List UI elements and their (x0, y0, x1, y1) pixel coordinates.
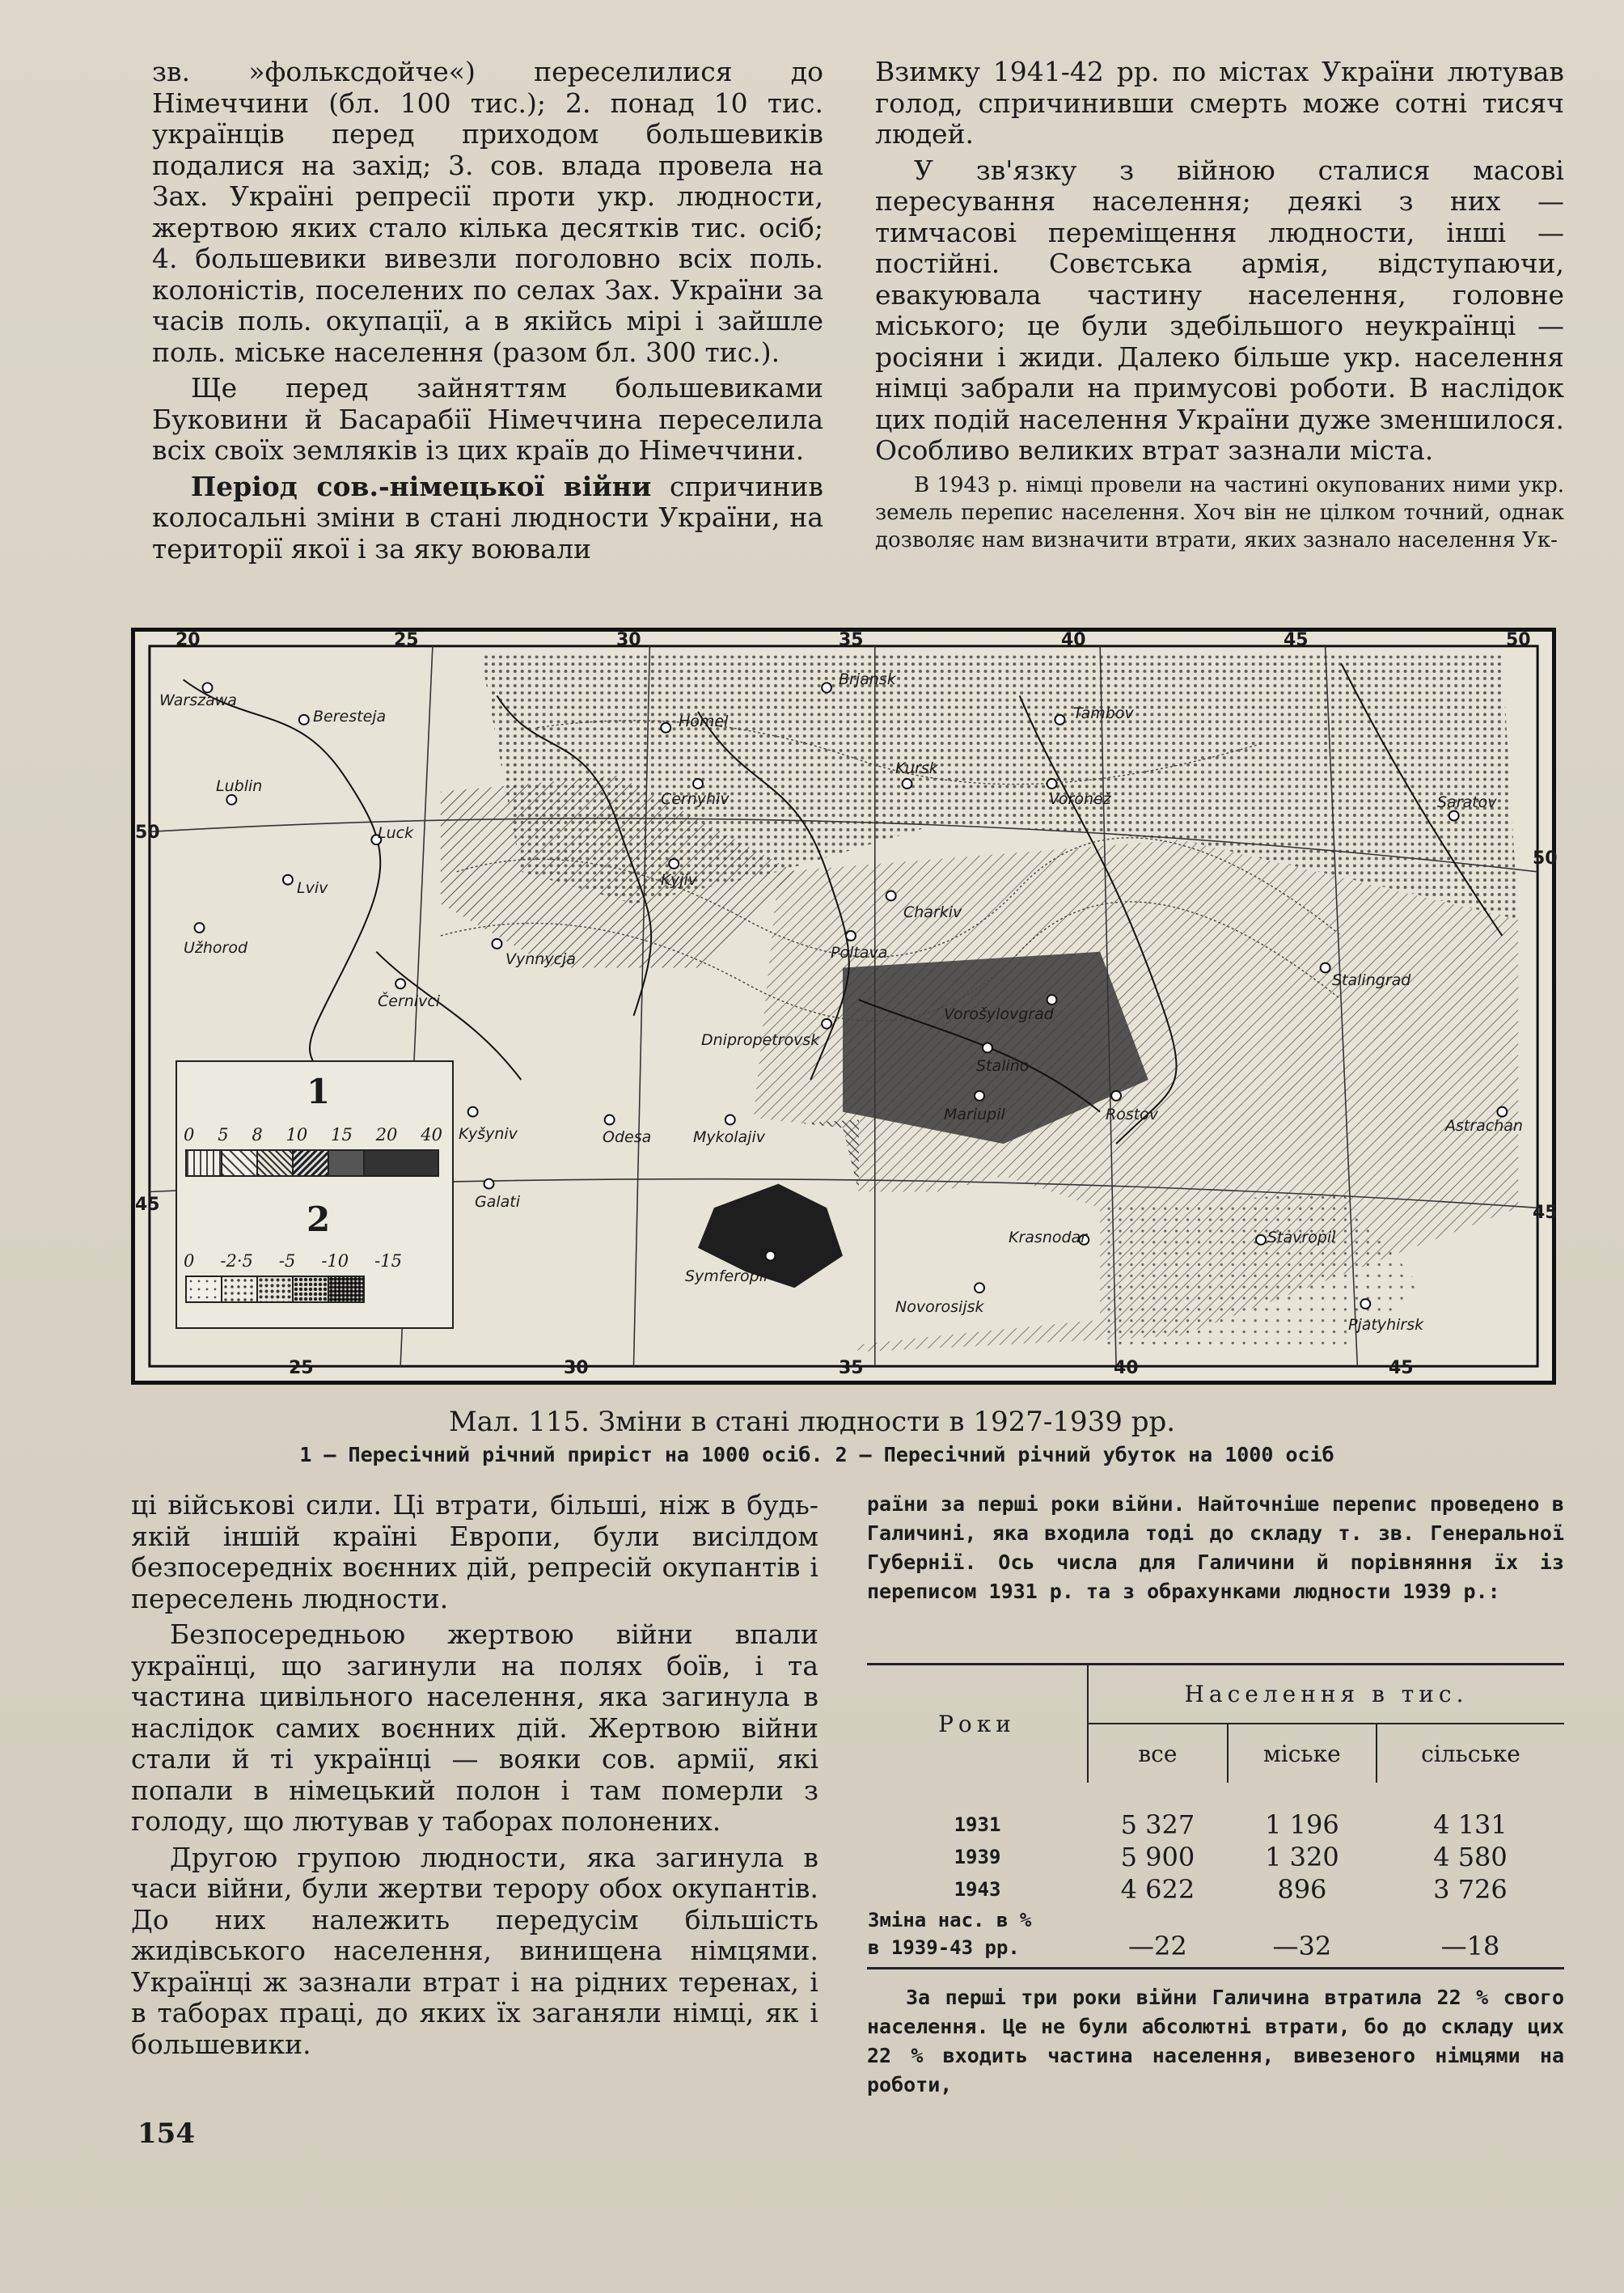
city-label: Kursk (895, 759, 938, 777)
longitude-label: 25 (289, 1358, 314, 1378)
latitude-label: 45 (1533, 1203, 1558, 1223)
longitude-label: 50 (1506, 630, 1531, 650)
legend-swatch (185, 1149, 222, 1177)
city-label: Symferopil (685, 1267, 768, 1285)
city-label: Mykolajiv (693, 1128, 765, 1146)
longitude-label: 35 (839, 1358, 864, 1378)
legend-tick: 15 (331, 1125, 353, 1144)
cell-change-rural: —18 (1440, 1931, 1500, 1961)
legend-tick: 0 (184, 1125, 195, 1144)
paragraph: ці військові сили. Ці втрати, більші, ніж в будь-якій іншій країні Европи, були висілдом безпосередніх воєнних дій, репресій окупантів і переселень людности. (131, 1489, 818, 1614)
legend-tick: 8 (252, 1125, 263, 1144)
legend-tick: -15 (374, 1251, 402, 1271)
city-label: Rostov (1106, 1106, 1159, 1123)
cell-change-all: —22 (1128, 1931, 1187, 1961)
header-rural: сільське (1421, 1740, 1520, 1767)
cell-urban: 1 196 (1265, 1809, 1339, 1840)
city-label: Brjansk (839, 671, 896, 688)
legend-swatch (328, 1149, 365, 1177)
paragraph-text: спричинив колосальні зміни в стані людности України, на території якої і за яку воювали (152, 470, 823, 565)
latitude-label: 50 (1533, 848, 1558, 869)
city-label: Stalino (976, 1057, 1030, 1075)
city-label: Lviv (297, 879, 328, 897)
longitude-label: 25 (394, 630, 419, 650)
header-urban: міське (1228, 1724, 1377, 1783)
city-label: Saratov (1437, 793, 1497, 811)
city-label: Pjatyhirsk (1348, 1316, 1424, 1334)
city-label: Vorošylovgrad (944, 1005, 1054, 1023)
longitude-label: 40 (1061, 630, 1086, 650)
figure-legend-caption: 1 — Пересічний річний приріст на 1000 осіб. 2 — Пересічний річний убуток на 1000 осіб (299, 1443, 1334, 1466)
population-change-map (131, 628, 1556, 1385)
left-column-top (152, 57, 823, 569)
cell-year: 1931 (954, 1813, 1001, 1836)
legend-swatch (363, 1149, 439, 1177)
cell-change-label (867, 1906, 1088, 1962)
city-label: Poltava (831, 944, 888, 962)
paragraph: Другою групою людности, яка загинула в часи війни, були жертви терору обох окупантів. До них належить передусім більшість жидівського населення, винищена німцями. Українці ж зазнали втрат і на рідних теренах, і в таборах праці, до яких їх заганяли німці, як і большевики. (131, 1841, 818, 2060)
table-row-change (867, 1906, 1564, 1962)
city-label: Astrachan (1445, 1117, 1523, 1135)
city-label: Novorosijsk (895, 1298, 984, 1316)
right-column-top (875, 57, 1564, 559)
cell-urban: 1 320 (1265, 1842, 1339, 1872)
city-label: Černivci (378, 992, 441, 1010)
city-label: Beresteja (313, 708, 387, 726)
paragraph: У зв'язку з війною сталися масові пересування населення; деякі з них — тимчасові переміщення людности, інші — постійні. Совєтська армія, відступаючи, евакуювала частину населення, головне міського; це були здебільшого неукраїнці — росіяни і жиди. Далеко більше укр. населення німці забрали на примусові роботи. В наслідок цих подій населення України дуже зменшилося. Особливо великих втрат зазнали міста. (875, 154, 1564, 466)
paragraph (152, 472, 823, 565)
latitude-label: 50 (135, 823, 160, 843)
change-label-line: в 1939-43 рр. (868, 1936, 1020, 1959)
longitude-label: 30 (616, 630, 641, 650)
header-population-group: Населення в тис. (1088, 1665, 1564, 1724)
paragraph-small: В 1943 р. німці провели на частині окупованих ними укр. земель перепис населення. Хоч він не цілком точний, однак дозволяє нам визначити втрати, яких зазнало населення Ук- (875, 472, 1564, 552)
city-label: Kyšyniv (459, 1125, 518, 1143)
city-label: Odesa (603, 1128, 652, 1146)
cell-urban: 896 (1277, 1874, 1327, 1905)
city-label: Užhorod (184, 939, 248, 957)
legend-number: 1 (307, 1072, 331, 1111)
paragraph: зв. »фольксдойче«) переселилися до Німеччини (бл. 100 тис.); 2. понад 10 тис. українців перед приходом большевиків подалися на захід; 3. сов. влада провела на Зах. Україні репресії проти укр. людности, жертвою яких стало кілька десятків тис. осіб; 4. большевики вивезли поголовно всіх поль. колоністів, поселених по селах Зах. України за часів поль. окупації, а в якійсь мірі і зайшле поль. міське населення (разом бл. 300 тис.). (152, 56, 823, 368)
legend-number: 2 (307, 1199, 331, 1239)
city-label: Krasnodar (1009, 1229, 1087, 1246)
table-rule (867, 1967, 1564, 1969)
legend-swatch (328, 1276, 365, 1303)
city-label: Homel (679, 713, 729, 730)
legend-swatch (185, 1276, 222, 1303)
paragraph: Взимку 1941-42 рр. по містах України лютував голод, спричинивши смерть може сотні тисяч людей. (875, 56, 1564, 150)
header-years: Роки (867, 1665, 1088, 1783)
city-label: Stavropil (1267, 1229, 1336, 1246)
legend-tick: -5 (278, 1251, 296, 1271)
city-label: Dnipropetrovsk (701, 1031, 820, 1049)
city-label: Vynnycja (505, 950, 576, 968)
city-label: Kyjiv (661, 871, 697, 889)
change-label-line: Зміна нас. в % (868, 1909, 1032, 1931)
legend-swatch (221, 1276, 258, 1303)
population-table (867, 1665, 1564, 1962)
cell-change-urban: —32 (1272, 1931, 1332, 1961)
legend-tick: 40 (421, 1125, 442, 1144)
section-heading-inline: Період сов.-німецької війни (191, 470, 652, 502)
city-label: Mariupil (944, 1106, 1005, 1123)
table-row (867, 1841, 1564, 1873)
table-row (867, 1809, 1564, 1841)
legend-ticks (184, 1251, 402, 1271)
cell-rural: 3 726 (1433, 1874, 1508, 1905)
city-label: Stalingrad (1332, 971, 1411, 989)
legend-swatch (292, 1149, 329, 1177)
longitude-label: 45 (1389, 1358, 1414, 1378)
legend-ticks (184, 1125, 442, 1144)
legend-swatch (256, 1149, 294, 1177)
legend-tick: 20 (375, 1125, 398, 1144)
longitude-label: 20 (176, 630, 201, 650)
legend-tick: 10 (285, 1125, 308, 1144)
cell-all: 4 622 (1120, 1874, 1195, 1905)
header-all: все (1088, 1724, 1228, 1783)
city-label: Galati (475, 1193, 521, 1211)
legend-swatches-growth (185, 1149, 438, 1177)
city-label: Charkiv (903, 903, 962, 921)
cell-all: 5 900 (1120, 1842, 1195, 1872)
right-column-bottom (867, 1490, 1564, 1611)
paragraph: раїни за перші роки війни. Найточніше перепис проведено в Галичині, яка входила тоді до складу т. зв. Генеральної Губернії. Ось числа для Галичини й порівняння їх із переписом 1931 р. та з обрахунками людности 1939 р.: (867, 1492, 1564, 1603)
city-label: Lublin (216, 777, 263, 795)
table-row (867, 1873, 1564, 1906)
legend-swatch (221, 1149, 258, 1177)
longitude-label: 30 (564, 1358, 589, 1378)
legend-swatch (256, 1276, 294, 1303)
cell-all: 5 327 (1120, 1809, 1195, 1840)
city-label: Luck (378, 824, 414, 842)
city-label: Voronež (1049, 790, 1111, 808)
legend-tick: 5 (218, 1125, 229, 1144)
cell-rural: 4 131 (1433, 1809, 1508, 1840)
legend-tick: 0 (184, 1251, 195, 1271)
paragraph: Безпосередньою жертвою війни впали українці, що загинули на полях боїв, і та частина цивільного населення, яка загинула в наслідок самих воєнних дій. Жертвою війни стали й ті українці — вояки сов. армії, які попали в німецький полон і там померли з голоду, що лютував у таборах полонених. (131, 1618, 818, 1837)
right-column-closing (867, 1983, 1564, 2105)
legend-swatch (292, 1276, 329, 1303)
legend-tick: -2·5 (220, 1251, 253, 1271)
longitude-label: 45 (1284, 630, 1309, 650)
cell-rural: 4 580 (1433, 1842, 1508, 1872)
cell-year: 1943 (954, 1878, 1001, 1901)
paragraph: За перші три роки війни Галичина втратила 22 % свого населення. Це не були абсолютні втрати, бо до складу цих 22 % входить частина населення, вивезеного німцями на роботи, (867, 1986, 1564, 2096)
page-number: 154 (137, 2117, 195, 2150)
city-label: Cernyhiv (661, 790, 730, 808)
longitude-label: 40 (1114, 1358, 1139, 1378)
longitude-label: 35 (839, 630, 864, 650)
paragraph: Ще перед зайняттям большевиками Буковини й Басарабії Німеччина переселила всіх своїх земляків із цих країв до Німеччини. (152, 372, 823, 466)
map-legend (176, 1060, 454, 1329)
figure-caption: Мал. 115. Зміни в стані людности в 1927-1939 рр. (448, 1406, 1176, 1438)
left-column-bottom (131, 1490, 818, 2065)
latitude-label: 45 (135, 1195, 160, 1215)
city-label: Tambov (1073, 704, 1134, 722)
cell-year: 1939 (954, 1846, 1001, 1868)
legend-swatches-decline (185, 1276, 363, 1303)
legend-tick: -10 (321, 1251, 349, 1271)
city-label: Warszawa (159, 692, 237, 709)
